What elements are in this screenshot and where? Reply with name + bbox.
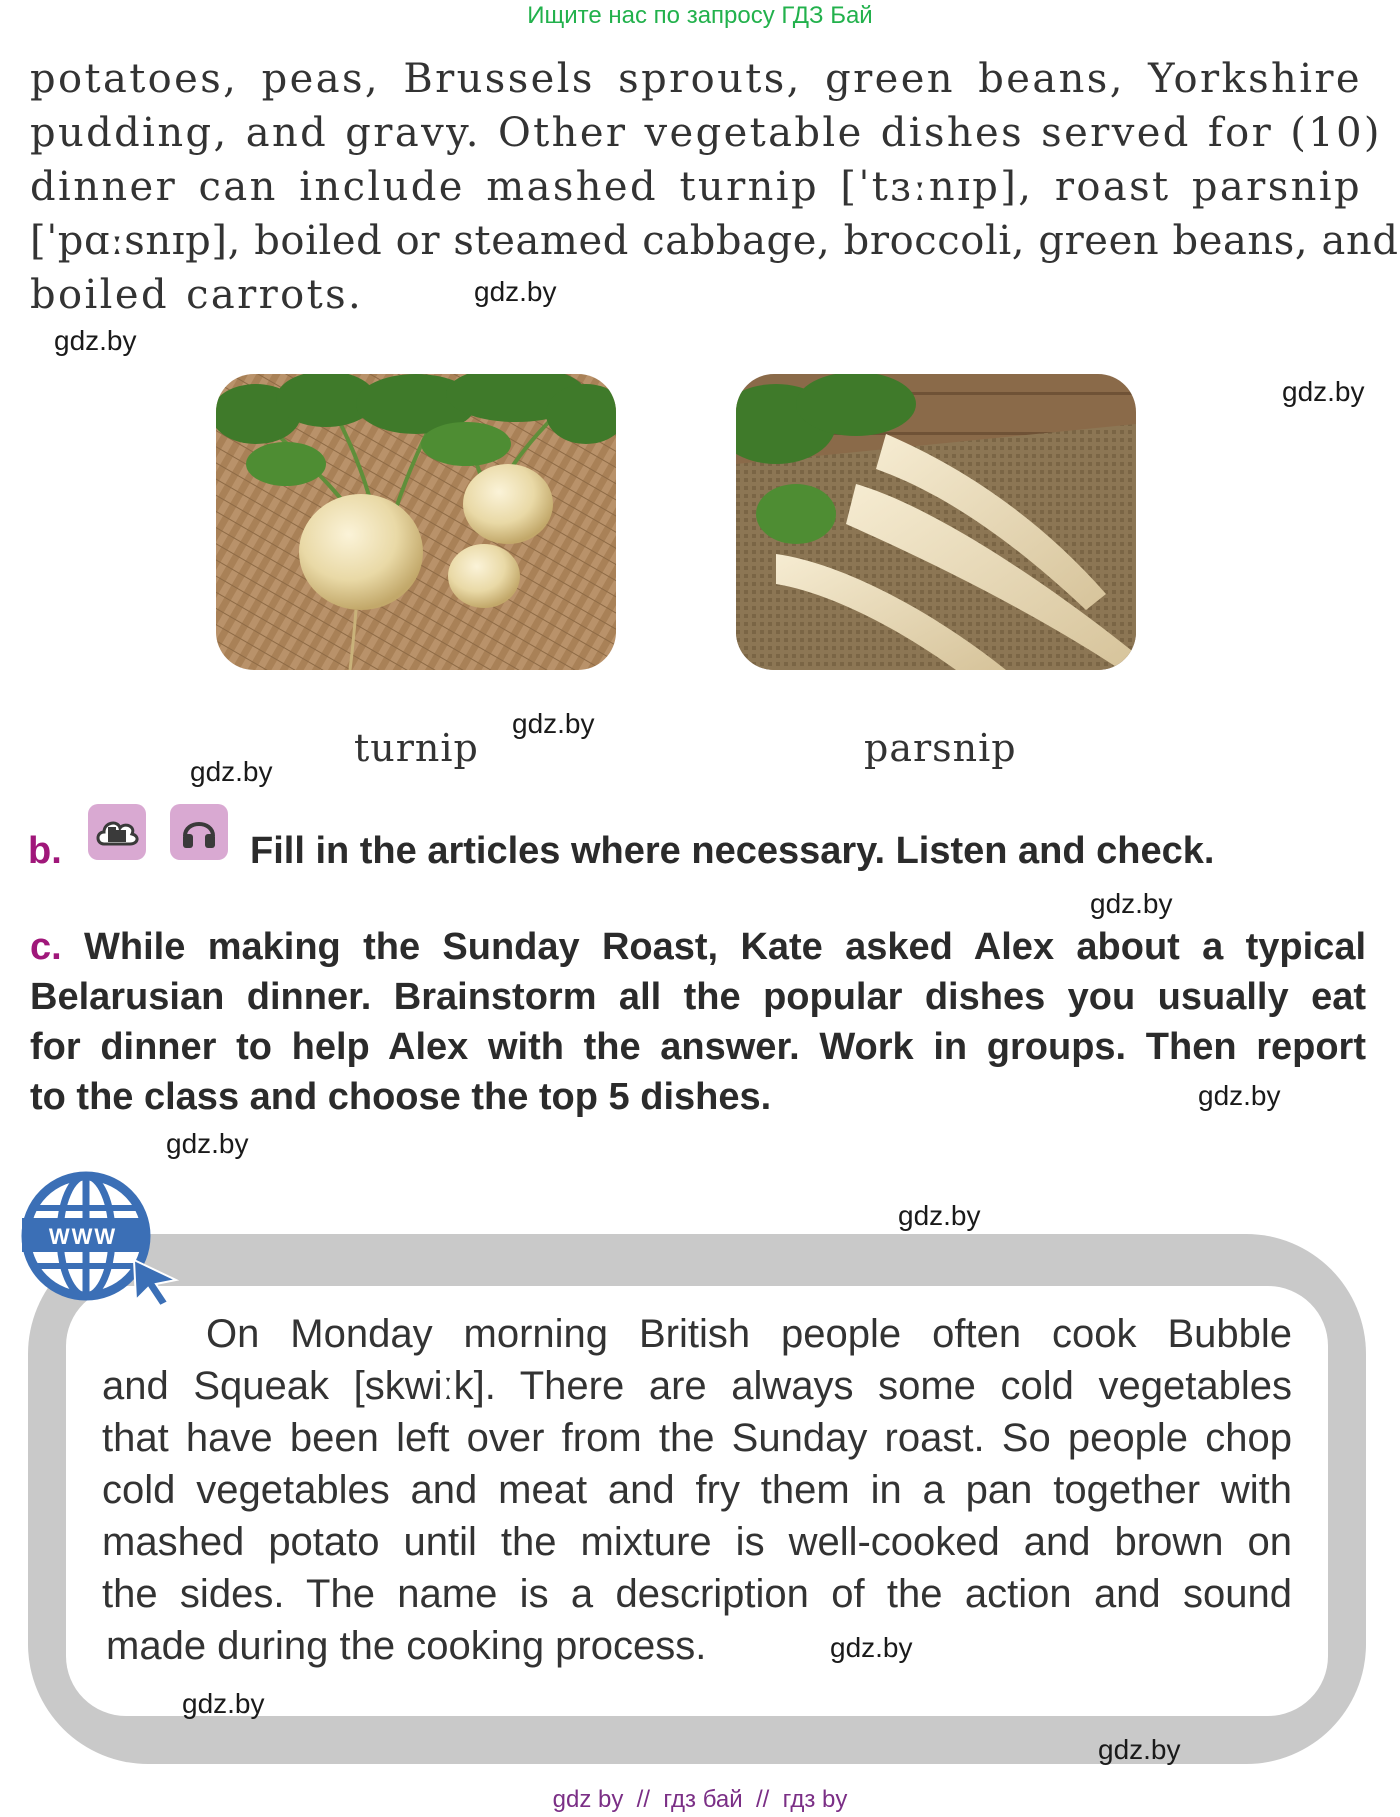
watermark: gdz.by: [1098, 1734, 1181, 1765]
turnip-caption: turnip: [354, 726, 479, 770]
task-c-line: to the class and choose the top 5 dishes.: [30, 1076, 772, 1118]
reading-passage: [30, 52, 1399, 322]
passage-line: [ˈpɑːsnɪp], boiled or steamed cabbage, broccoli, green beans, and: [30, 218, 1399, 264]
cloud-folder-button[interactable]: [88, 804, 146, 860]
info-line: made during the cooking process.: [106, 1624, 707, 1668]
info-line: mashed potato until the mixture is well-cooked and brown on: [102, 1520, 1292, 1564]
parsnip-photo: [736, 374, 1136, 670]
www-label: WWW: [48, 1224, 118, 1249]
passage-line: dinner can include mashed turnip [ˈtɜːnɪp], roast parsnip: [30, 164, 1362, 210]
passage-line: potatoes, peas, Brussels sprouts, green beans, Yorkshire: [30, 56, 1362, 102]
watermark: gdz.by: [182, 1688, 265, 1719]
audio-button[interactable]: [170, 804, 228, 860]
www-globe-icon: [16, 1168, 186, 1313]
turnip-photo: [216, 374, 616, 670]
task-b-letter: b.: [28, 830, 62, 872]
headphones-icon: [179, 812, 219, 852]
watermark: gdz.by: [474, 276, 557, 307]
task-c-line: Belarusian dinner. Brainstorm all the popular dishes you usually eat: [30, 976, 1366, 1018]
watermark: gdz.by: [166, 1128, 249, 1159]
task-c-letter: c.: [30, 926, 62, 968]
task-c-line: [30, 922, 1366, 972]
task-c: [30, 922, 1366, 1122]
task-c-line-text: While making the Sunday Roast, Kate asked Alex about a typical: [84, 926, 1367, 968]
passage-line: pudding, and gravy. Other vegetable dishes served for (10): [30, 110, 1382, 156]
info-line: cold vegetables and meat and fry them in a pan together with: [102, 1468, 1292, 1512]
watermark: gdz.by: [898, 1200, 981, 1231]
watermark: gdz.by: [1282, 376, 1365, 407]
footer: gdz by // гдз бай // гдз by: [552, 1786, 848, 1813]
watermark: gdz.by: [512, 708, 595, 739]
watermark: gdz.by: [190, 756, 273, 787]
task-b-text: Fill in the articles where necessary. Listen and check.: [250, 830, 1215, 872]
info-line: On Monday morning British people often cook Bubble: [206, 1312, 1292, 1356]
parsnip-caption: parsnip: [864, 726, 1017, 770]
info-text: [102, 1308, 1292, 1672]
info-line: the sides. The name is a description of the action and sound: [102, 1572, 1292, 1616]
watermark: gdz.by: [830, 1632, 913, 1663]
watermark: gdz.by: [54, 325, 137, 356]
cloud-folder-icon: [94, 814, 140, 850]
top-banner: Ищите нас по запросу ГДЗ Бай: [527, 2, 873, 29]
task-c-line: for dinner to help Alex with the answer. Work in groups. Then report: [30, 1026, 1366, 1068]
watermark: gdz.by: [1198, 1080, 1281, 1111]
info-line: and Squeak [skwiːk]. There are always some cold vegetables: [102, 1364, 1292, 1408]
watermark: gdz.by: [1090, 888, 1173, 919]
passage-line: boiled carrots.: [30, 272, 364, 318]
info-line: that have been left over from the Sunday roast. So people chop: [102, 1416, 1292, 1460]
